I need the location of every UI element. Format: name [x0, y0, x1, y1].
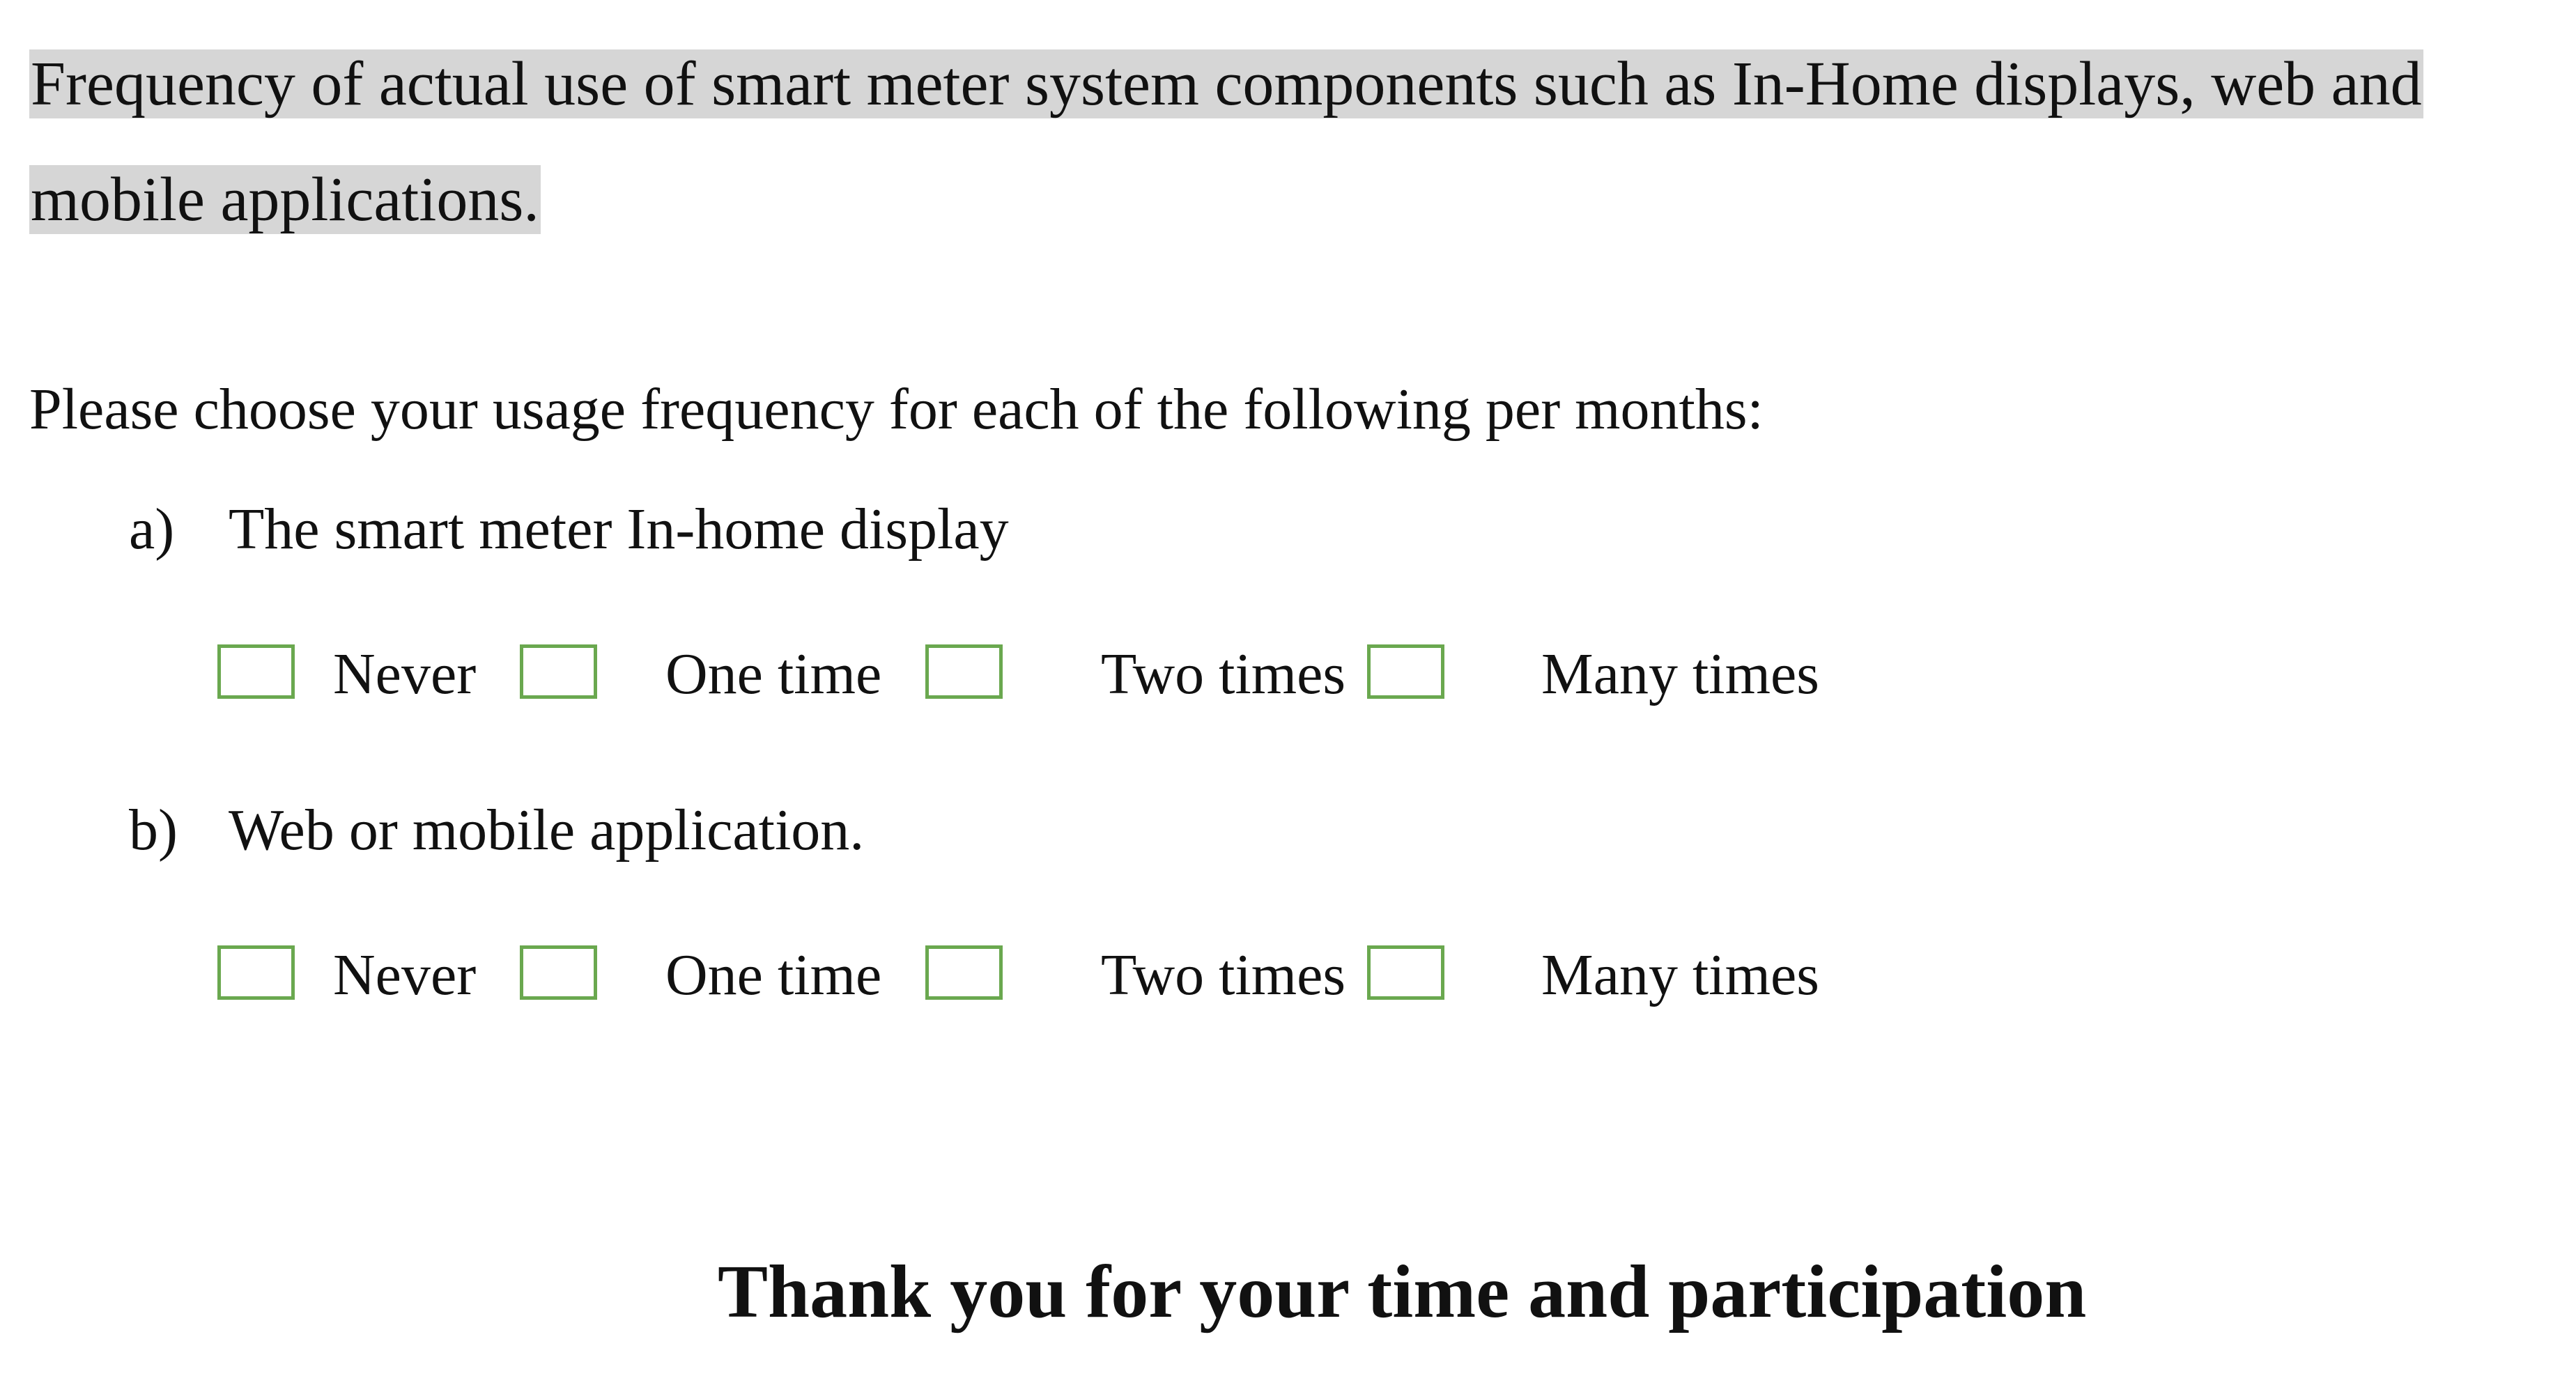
- question-a-many-times-checkbox[interactable]: [1367, 644, 1444, 699]
- question-b-many-times-checkbox[interactable]: [1367, 945, 1444, 1000]
- question-b: [129, 789, 864, 872]
- question-a: [129, 488, 1009, 571]
- question-a-label: a): [129, 497, 175, 562]
- question-a-never-label: Never: [333, 642, 477, 706]
- question-a-never-checkbox[interactable]: [217, 644, 295, 699]
- closing-message: Thank you for your time and participation: [718, 1251, 2087, 1333]
- question-a-text: The smart meter In-home display: [229, 497, 1009, 562]
- instruction-text: Please choose your usage frequency for each of the following per months:: [29, 377, 1764, 442]
- question-b-two-times-checkbox[interactable]: [925, 945, 1003, 1000]
- question-b-one-time-label: One time: [665, 943, 882, 1007]
- question-a-options: [0, 637, 2576, 721]
- question-b-two-times-label: Two times: [1101, 943, 1346, 1007]
- question-a-two-times-label: Two times: [1101, 642, 1346, 706]
- heading-line-2: mobile applications.: [31, 165, 539, 234]
- question-b-many-times-label: Many times: [1541, 943, 1819, 1007]
- question-b-label: b): [129, 798, 178, 863]
- question-a-one-time-checkbox[interactable]: [520, 644, 597, 699]
- question-a-one-time-label: One time: [665, 642, 882, 706]
- heading-line-1: Frequency of actual use of smart meter system components such as In-Home displays, web and: [31, 49, 2422, 118]
- question-b-never-label: Never: [333, 943, 477, 1007]
- question-a-many-times-label: Many times: [1541, 642, 1819, 706]
- question-b-options: [0, 938, 2576, 1022]
- question-b-never-checkbox[interactable]: [217, 945, 295, 1000]
- section-heading: [29, 26, 2566, 258]
- question-b-text: Web or mobile application.: [229, 798, 865, 863]
- question-b-one-time-checkbox[interactable]: [520, 945, 597, 1000]
- question-a-two-times-checkbox[interactable]: [925, 644, 1003, 699]
